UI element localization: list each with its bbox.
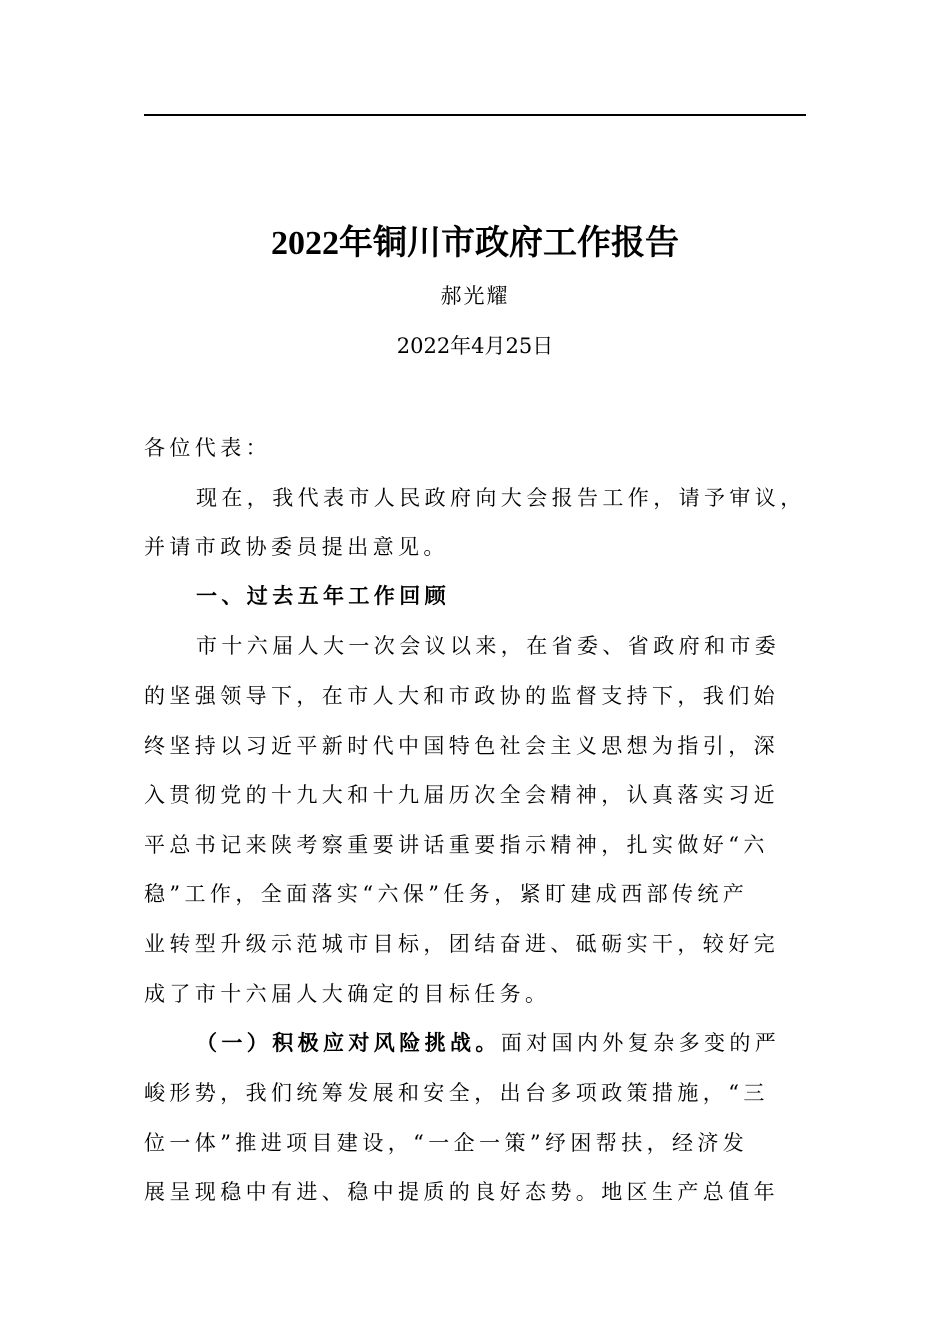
paragraph-line: 平总书记来陕考察重要讲话重要指示精神，扎实做好“六 <box>144 833 769 857</box>
section-heading: 一、过去五年工作回顾 <box>196 583 450 608</box>
intro-line: 并请市政协委员提出意见。 <box>144 535 449 559</box>
document-title: 2022年铜川市政府工作报告 <box>271 225 679 262</box>
salutation: 各位代表： <box>144 436 271 460</box>
paragraph-line: 成了市十六届人大确定的目标任务。 <box>144 982 551 1006</box>
paragraph-line: 稳”工作，全面落实“六保”任务，紧盯建成西部传统产 <box>144 882 749 906</box>
subsection-heading: （一）积极应对风险挑战。 <box>196 1030 501 1055</box>
document-date: 2022年4月25日 <box>396 334 554 358</box>
header-rule <box>144 114 806 116</box>
paragraph-line: 入贯彻党的十九大和十九届历次全会精神，认真落实习近 <box>144 783 779 807</box>
paragraph-line: 位一体”推进项目建设，“一企一策”纾困帮扶，经济发 <box>144 1131 749 1155</box>
paragraph-line: 展呈现稳中有进、稳中提质的良好态势。地区生产总值年 <box>144 1180 779 1204</box>
paragraph-line: 业转型升级示范城市目标，团结奋进、砥砺实干，较好完 <box>144 932 779 956</box>
subsection-first-line-text: 面对国内外复杂多变的严 <box>500 1031 781 1055</box>
document-author: 郝光耀 <box>440 284 510 308</box>
paragraph-line: 峻形势，我们统筹发展和安全，出台多项政策措施，“三 <box>144 1081 769 1105</box>
paragraph-line: 市十六届人大一次会议以来，在省委、省政府和市委 <box>196 634 781 658</box>
paragraph-line: 终坚持以习近平新时代中国特色社会主义思想为指引，深 <box>144 734 779 758</box>
intro-line: 现在，我代表市人民政府向大会报告工作，请予审议， <box>196 486 806 510</box>
subsection-first-line <box>196 1027 780 1059</box>
paragraph-line: 的坚强领导下，在市人大和市政协的监督支持下，我们始 <box>144 684 779 708</box>
